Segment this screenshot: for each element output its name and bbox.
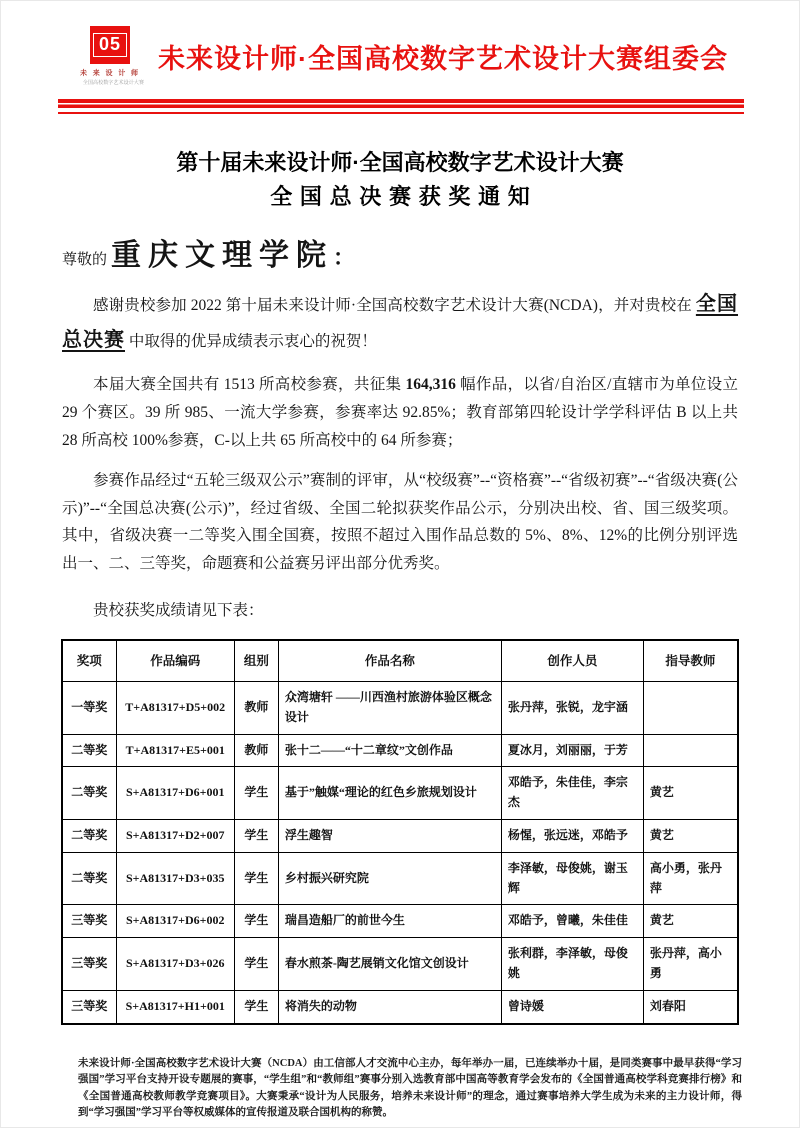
cell-group: 教师 <box>234 734 278 767</box>
cell-creators: 邓皓予，曾曦，朱佳佳 <box>501 905 643 938</box>
cell-award: 二等奖 <box>62 852 116 905</box>
cell-work: 将消失的动物 <box>278 990 501 1023</box>
cell-advisor: 黄艺 <box>643 767 738 820</box>
p1-text-before: 感谢贵校参加 2022 第十届未来设计师·全国高校数字艺术设计大赛(NCDA)，并对贵校在 <box>93 297 692 315</box>
salutation-colon: ： <box>333 245 356 271</box>
table-row <box>62 734 738 767</box>
paragraph-review-process: 参赛作品经过“五轮三级双公示”赛制的评审，从“校级赛”--“资格赛”--“省级初赛”--“省级决赛(公示)”--“全国总决赛(公示)”，经过省级、全国二轮拟获奖作品公示，分别决出校、省、国三级奖项。其中，省级决赛一二等奖入围全国赛，按照不超过入围作品总数的 5%、8%、12%的比例分别评选出一、二、三等奖，命题赛和公益赛另评出部分优秀奖。 <box>62 472 738 572</box>
logo-caption-line1: 未 来 设 计 师 <box>80 69 140 77</box>
awards-table <box>61 639 739 1025</box>
organization-name: 未来设计师·全国高校数字艺术设计大赛组委会 <box>158 44 728 74</box>
cell-award: 二等奖 <box>62 767 116 820</box>
paragraph-statistics <box>62 371 738 454</box>
document-title-line2: 全国总决赛获奖通知 <box>270 184 538 209</box>
recipient-school-name: 重庆文理学院 <box>111 238 334 274</box>
cell-code: S+A81317+D3+026 <box>116 938 234 991</box>
cell-work: 瑞昌造船厂的前世今生 <box>278 905 501 938</box>
p2-text-before: 本届大赛全国共有 1513 所高校参赛，共征集 <box>93 376 406 394</box>
col-header-creators: 创作人员 <box>501 640 643 682</box>
cell-code: S+A81317+H1+001 <box>116 990 234 1023</box>
cell-code: S+A81317+D6+001 <box>116 767 234 820</box>
letterhead <box>0 0 800 87</box>
cell-group: 教师 <box>234 682 278 735</box>
cell-award: 三等奖 <box>62 990 116 1023</box>
col-header-award: 奖项 <box>62 640 116 682</box>
cell-group: 学生 <box>234 767 278 820</box>
table-row <box>62 852 738 905</box>
cell-work: 春水煎茶-陶艺展销文化馆文创设计 <box>278 938 501 991</box>
ncda-logo <box>78 26 145 87</box>
cell-advisor: 黄艺 <box>643 819 738 852</box>
cell-group: 学生 <box>234 852 278 905</box>
table-row <box>62 819 738 852</box>
cell-advisor: 张丹萍，高小勇 <box>643 938 738 991</box>
col-header-code: 作品编码 <box>116 640 234 682</box>
col-header-work: 作品名称 <box>278 640 501 682</box>
table-row <box>62 990 738 1023</box>
cell-group: 学生 <box>234 990 278 1023</box>
document-title <box>0 146 800 214</box>
table-row <box>62 938 738 991</box>
table-row <box>62 905 738 938</box>
cell-work: 张十二——“十二章纹”文创作品 <box>278 734 501 767</box>
cell-award: 二等奖 <box>62 734 116 767</box>
cell-code: T+A81317+D5+002 <box>116 682 234 735</box>
document-title-line1: 第十届未来设计师·全国高校数字艺术设计大赛 <box>176 150 624 175</box>
entry-count-bold: 164,316 <box>405 376 456 394</box>
logo-glyph: 05 <box>93 33 127 58</box>
p1-text-after: 中取得的优异成绩表示衷心的祝贺！ <box>128 332 377 350</box>
divider-thick-line <box>58 99 744 108</box>
table-intro-line: 贵校获奖成绩请见下表： <box>93 602 264 620</box>
cell-creators: 李泽敏，母俊姚，谢玉辉 <box>501 852 643 905</box>
letterhead-divider <box>58 99 744 114</box>
cell-award: 一等奖 <box>62 682 116 735</box>
cell-creators: 张丹萍，张锐，龙宇涵 <box>501 682 643 735</box>
cell-advisor <box>643 734 738 767</box>
awards-table-header-row <box>62 640 738 682</box>
cell-code: S+A81317+D2+007 <box>116 819 234 852</box>
cell-advisor: 刘春阳 <box>643 990 738 1023</box>
col-header-advisor: 指导教师 <box>643 640 738 682</box>
ncda-logo-mark-icon <box>90 26 130 64</box>
cell-advisor <box>643 682 738 735</box>
cell-award: 二等奖 <box>62 819 116 852</box>
divider-thin-line <box>58 112 744 114</box>
cell-work: 众湾塘轩 ——川西渔村旅游体验区概念设计 <box>278 682 501 735</box>
cell-group: 学生 <box>234 905 278 938</box>
cell-advisor: 黄艺 <box>643 905 738 938</box>
logo-caption-line2: 全国高校数字艺术设计大赛 <box>82 80 145 86</box>
table-row <box>62 767 738 820</box>
table-row <box>62 682 738 735</box>
paragraph-congratulations <box>62 287 738 358</box>
cell-creators: 张利群，李泽敏，母俊姚 <box>501 938 643 991</box>
salutation-prefix: 尊敬的 <box>62 252 108 269</box>
cell-creators: 曾诗媛 <box>501 990 643 1023</box>
cell-work: 浮生趣智 <box>278 819 501 852</box>
footer-about-competition: 未来设计师·全国高校数字艺术设计大赛（NCDA）由工信部人才交流中心主办，每年举办一届，已连续举办十届，是同类赛事中最早获得“学习强国”学习平台支持开设专题展的赛事，“学生组”和“教师组”赛事分别入选教育部中国高等教育学会发布的《全国普通高校学科竞赛排行榜》和《全国普通高校教师教学竞赛项目》。大赛秉承“设计为人民服务，培养未来设计师”的理念，通过赛事培养大学生成为未来的主力设计师，得到“学习强国”学习平台等权威媒体的宣传报道及联合国机构的称赞。 <box>78 1058 742 1118</box>
cell-group: 学生 <box>234 938 278 991</box>
col-header-group: 组别 <box>234 640 278 682</box>
cell-group: 学生 <box>234 819 278 852</box>
cell-advisor: 高小勇，张丹萍 <box>643 852 738 905</box>
cell-creators: 邓皓予，朱佳佳，李宗杰 <box>501 767 643 820</box>
cell-creators: 杨惺，张远迷，邓皓予 <box>501 819 643 852</box>
cell-work: 基于”触媒“理论的红色乡旅规划设计 <box>278 767 501 820</box>
p2-text-after: 幅作品，以省/自治区/直辖市为单位设立 29 个赛区。39 所 985、一流大学参赛，参赛率达 92.85%；教育部第四轮设计学学科评估 B 以上共 28 所高校 100%参赛，C-以上共 65 所高校中的 64 所参赛； <box>62 376 738 449</box>
cell-code: T+A81317+E5+001 <box>116 734 234 767</box>
cell-code: S+A81317+D3+035 <box>116 852 234 905</box>
cell-code: S+A81317+D6+002 <box>116 905 234 938</box>
salutation <box>62 230 738 274</box>
national-finals-highlight: 全国总决赛 <box>62 293 739 351</box>
cell-award: 三等奖 <box>62 905 116 938</box>
cell-creators: 夏冰月，刘丽丽，于芳 <box>501 734 643 767</box>
cell-award: 三等奖 <box>62 938 116 991</box>
cell-work: 乡村振兴研究院 <box>278 852 501 905</box>
